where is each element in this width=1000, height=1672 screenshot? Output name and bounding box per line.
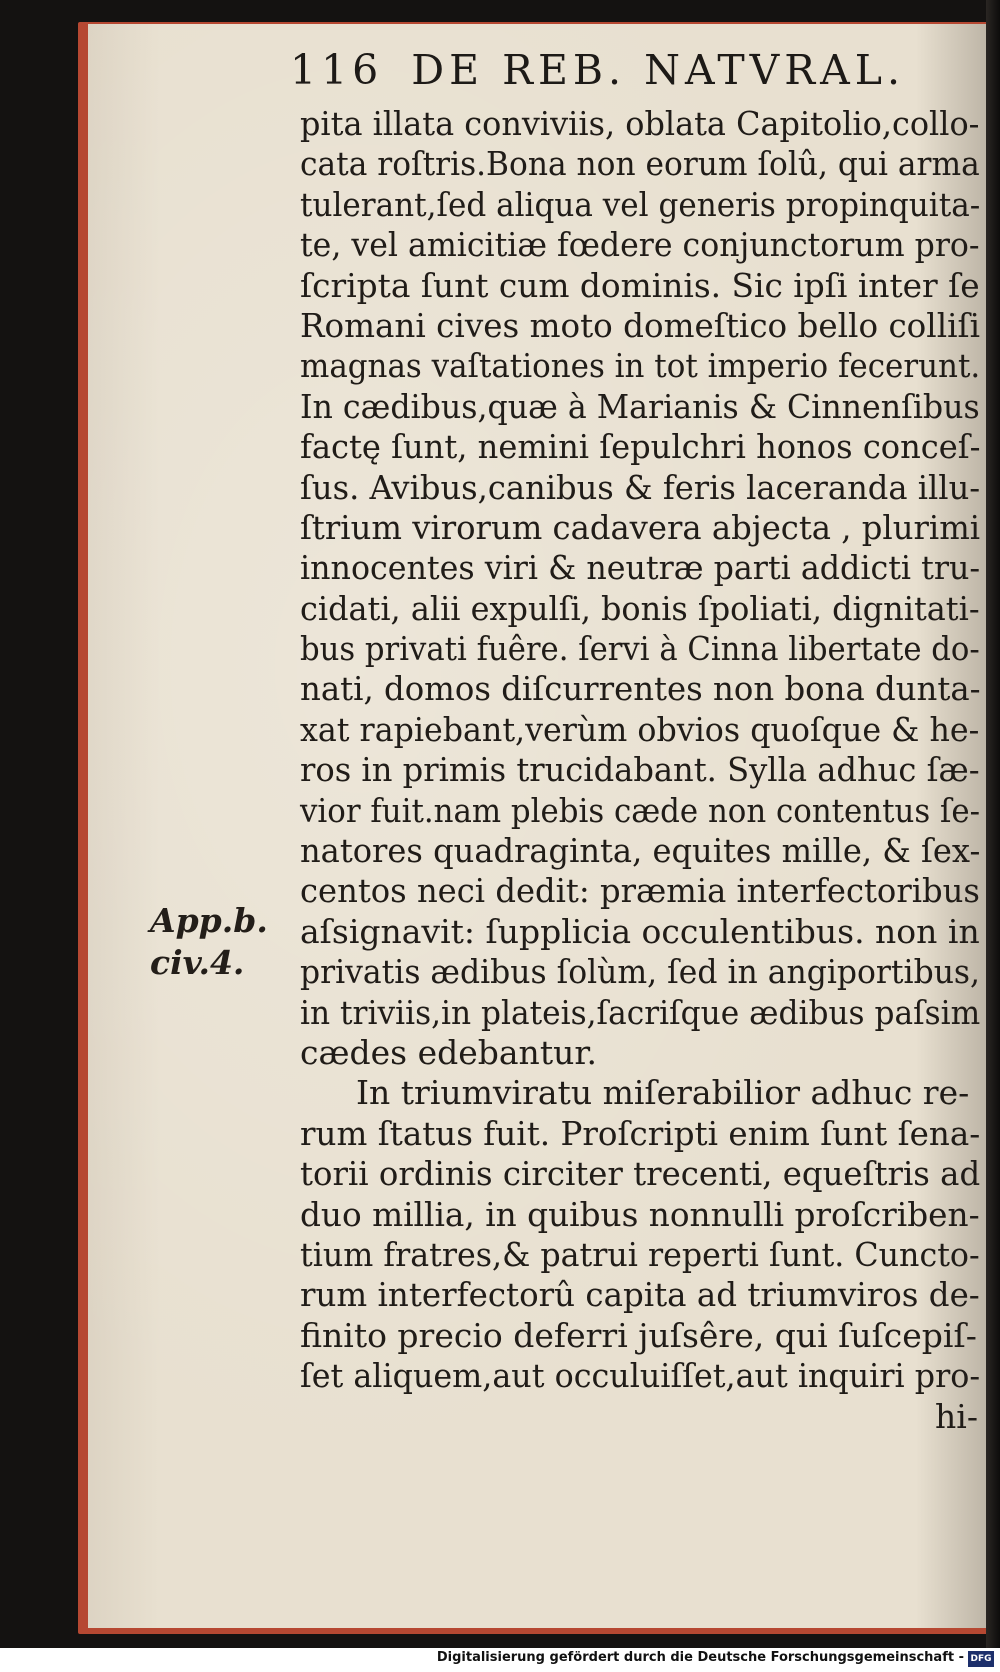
text-line: rum interfectorû capita ad triumviros de- [300, 1275, 980, 1315]
margin-note-line: civ.4. [150, 943, 245, 982]
margin-note-line: App.b. [150, 901, 268, 940]
footer-bar [0, 1648, 1000, 1672]
text-line: nati, domos diſcurrentes non bona dunta- [300, 669, 981, 709]
text-line: magnas vaſtationes in tot imperio fecerunt. [300, 346, 981, 386]
margin-note [150, 900, 280, 984]
text-line: vior fuit.nam plebis cæde non contentus ſe- [300, 790, 981, 830]
text-line: ſus. Avibus,canibus & feris laceranda illu- [300, 467, 981, 507]
text-line: factę ſunt, nemini ſepulchri honos conceſ- [300, 427, 981, 467]
text-block [300, 104, 990, 1437]
text-line: innocentes viri & neutræ parti addicti tru- [300, 548, 981, 588]
text-line: torii ordinis circiter trecenti, equeſtris ad [300, 1154, 981, 1194]
text-line: ſtrium virorum cadavera abjecta , plurimi [300, 507, 981, 547]
text-line: ros in primis trucidabant. Sylla adhuc ſæ- [300, 750, 980, 790]
text-line: in triviis,in plateis,ſacriſque ædibus paſsim [300, 992, 981, 1032]
text-line: In cædibus,quæ à Marianis & Cinnenſibus [300, 386, 980, 426]
text-line: cidati, alii expulſi, bonis ſpoliati, dignitati- [300, 588, 980, 628]
running-head [290, 46, 950, 94]
text-line: cata roſtris.Bona non eorum ſolû, qui arma [300, 144, 980, 184]
dfg-logo-icon: DFG [968, 1651, 994, 1667]
text-line: pita illata conviviis, oblata Capitolio,collo- [300, 104, 980, 143]
running-title: DE REB. NATVRAL. [411, 46, 906, 94]
text-line: centos neci dedit: præmia interfectoribus [300, 871, 980, 911]
text-line: te, vel amicitiæ fœdere conjunctorum pro- [300, 225, 980, 265]
text-line: aſsignavit: ſupplicia occulentibus. non in [300, 911, 980, 951]
text-line: finito precio deferri juſsêre, qui ſuſcepiſ- [300, 1315, 977, 1355]
text-line: rum ſtatus fuit. Proſcripti enim ſunt ſena- [300, 1113, 981, 1153]
footer-credit: Digitalisierung gefördert durch die Deutsche Forschungsgemeinschaft - [436, 1650, 964, 1665]
text-line: Romani cives moto domeſtico bello colliſi [300, 305, 981, 345]
text-line: tulerant,ſed aliqua vel generis propinquita- [300, 184, 981, 224]
text-line: ſet aliquem,aut occuluiſſet,aut inquiri pro- [300, 1356, 981, 1396]
text-line: bus privati fuêre. ſervi à Cinna libertate do- [300, 629, 980, 669]
text-line: cædes edebantur. [300, 1032, 597, 1072]
catchword: hi- [935, 1396, 978, 1436]
text-line: ſcripta ſunt cum dominis. Sic ipſi inter ſe [300, 265, 980, 305]
page-number: 116 [290, 46, 384, 94]
text-line: tium fratres,& patrui reperti ſunt. Cuncto- [300, 1234, 980, 1274]
text-line: duo millia, in quibus nonnulli proſcriben- [300, 1194, 980, 1234]
text-line: In triumviratu miſerabilior adhuc re- [356, 1073, 970, 1113]
text-line: xat rapiebant,verùm obvios quoſque & he- [300, 709, 980, 749]
text-line: natores quadraginta, equites mille, & ſex- [300, 831, 981, 871]
text-line: privatis ædibus ſolùm, ſed in angiportibus, [300, 952, 981, 992]
